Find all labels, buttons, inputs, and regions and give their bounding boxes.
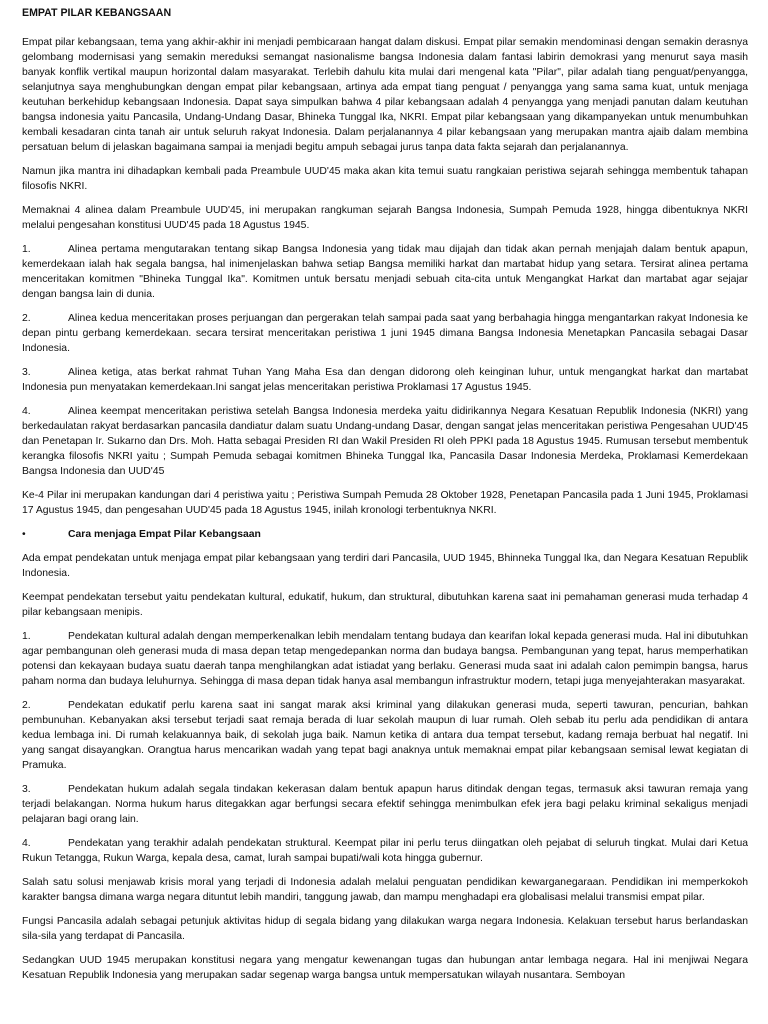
alinea-text: Alinea ketiga, atas berkat rahmat Tuhan Yang Maha Esa dan dengan didorong oleh keinginan luhur, untuk mengangkat harkat dan martabat Indonesia pun menyatakan kemerdekaan.Ini sangat jelas menceritakan peristiwa Proklamasi 17 Agustus 1945. [22, 367, 748, 393]
bullet-icon: • [22, 529, 26, 540]
pendekatan-item-2 [22, 698, 748, 773]
pendekatan-number: 3. [22, 784, 31, 795]
intro-paragraph-1: Empat pilar kebangsaan, tema yang akhir-akhir ini menjadi pembicaraan hangat dalam diskusi. Empat pilar semakin mendominasi dengan semakin derasnya gelombang modernisasi yang semakin mereduksi semangat nasionalisme bangsa Indonesia dalam fantasi labirin demokrasi yang menurut saya masih banyak konflik vertikal maupun horizontal dalam masyarakat. Terlebih dahulu kita mulai dari mengenal kata "Pilar", pilar adalah tiang penguat/penyangga, selanjutnya saya menghubungkan dengan empat pilar kebangsaan, artinya ada empat tiang penguat / penyangga yang sama sama kuat, untuk menjaga keutuhan berkehidup kebangsaan Indonesia. Dapat saya simpulkan bahwa 4 pilar kebangsaan adalah 4 penyangga yang menjadi panutan dalam keutuhan bangsa indonesia yaitu Pancasila, Undang-Undang Dasar, Bhineka Tunggal Ika, NKRI. Empat pilar kebangsaan yang dikampanyekan untuk menumbuhkan kembali kesadaran cinta tanah air untuk seluruh rakyat Indonesia. Dalam perjalanannya 4 pilar kebangsaan yang merupakan mantra ajaib dalam membina persatuan belum di jelaskan bagaimana sampai ia menjadi begitu ampuh sebagai jurus tanpa data fakta sejarah dan perjalanannya. [22, 37, 748, 153]
alinea-item-1 [22, 242, 748, 302]
intro-paragraph-2: Namun jika mantra ini dihadapkan kembali pada Preambule UUD'45 maka akan kita temui suatu rangkaian peristiwa sejarah sehingga membentuk tahapan filosofis NKRI. [22, 166, 748, 192]
closing-paragraph-2: Fungsi Pancasila adalah sebagai petunjuk aktivitas hidup di segala bidang yang dilakukan warga negara Indonesia. Kelakuan tersebut harus berlandaskan sila-sila yang terdapat di Pancasila. [22, 916, 748, 942]
alinea-item-2 [22, 311, 748, 356]
document-page [22, 6, 748, 992]
alinea-number: 2. [22, 313, 31, 324]
document-title: EMPAT PILAR KEBANGSAAN [22, 7, 172, 19]
alinea-text: Alinea pertama mengutarakan tentang sikap Bangsa Indonesia yang tidak mau dijajah dan tidak akan pernah menjajah dalam bentuk apapun, kemerdekaan ialah hak segala bangsa, hal inimenjelaskan bahwa setiap Bangsa memiliki harkat dan martabat hidup yang setara. Tersirat alinea pertama menceritakan komitmen "Bhineka Tunggal Ika". Komitmen untuk bersatu menjadi sebuah cita-cita untuk Mengangkat Harkat dan martabat agar sejajar dengan bangsa lain di dunia. [22, 244, 748, 300]
pendekatan-item-4 [22, 836, 748, 866]
pilar-summary-paragraph: Ke-4 Pilar ini merupakan kandungan dari 4 peristiwa yaitu ; Peristiwa Sumpah Pemuda 28 Oktober 1928, Penetapan Pancasila pada 1 Juni 1945, Proklamasi 17 Agustus 1945, dan pengesahan UUD'45 pada 18 Agustus 1945, inilah kronologi terbentuknya NKRI. [22, 490, 748, 516]
alinea-text: Alinea keempat menceritakan peristiwa setelah Bangsa Indonesia merdeka yaitu didirikannya Negara Kesatuan Republik Indonesia (NKRI) yang berkedaulatan rakyat berdasarkan pancasila dandiatur dalam suatu Undang-undang Dasar, dengan sangat jelas menceritakan peristiwa Pengesahan UUD'45 dan Penetapan Ir. Sukarno dan Drs. Moh. Hatta sebagai Presiden RI dan Wakil Presiden RI oleh PPKI pada 18 Agustus 1945. Rumusan tersebut membentuk kerangka filosofis NKRI yaitu ; Sumpah Pemuda sebagai komitmen Bhineka Tunggal Ika, Pancasila Dasar Indonesia Merdeka, Proklamasi Kemerdekaan Bangsa Indonesia dan UUD'45 [22, 406, 748, 477]
pendekatan-item-3 [22, 782, 748, 827]
closing-paragraph-3: Sedangkan UUD 1945 merupakan konstitusi negara yang mengatur kewenangan tugas dan hubungan antar lembaga negara. Hal ini menjiwai Negara Kesatuan Republik Indonesia yang merupakan sadar segenap warga bangsa untuk mempersatukan wilayah nusantara. Semboyan [22, 955, 748, 981]
alinea-text: Alinea kedua menceritakan proses perjuangan dan pergerakan telah sampai pada saat yang berbahagia hingga mengantarkan rakyat Indonesia ke depan pintu gerbang kemerdekaan. secara tersirat menceritakan peristiwa 1 juni 1945 dimana Bangsa Indonesia Menetapkan Pancasila sebagai Dasar Indonesia. [22, 313, 748, 354]
pendekatan-text: Pendekatan hukum adalah segala tindakan kekerasan dalam bentuk apapun harus ditindak dengan tegas, termasuk aksi tawuran remaja yang terjadi belakangan. Norma hukum harus ditegakkan agar berfungsi secara efektif sehingga menimbulkan efek jera bagi pelaku kriminal sekaligus menjadi pelajaran bagi orang lain. [22, 784, 748, 825]
alinea-number: 4. [22, 406, 31, 417]
pendekatan-number: 2. [22, 700, 31, 711]
section-heading-line [22, 527, 748, 542]
section-heading: Cara menjaga Empat Pilar Kebangsaan [68, 529, 261, 540]
closing-paragraph-1: Salah satu solusi menjawab krisis moral yang terjadi di Indonesia adalah melalui penguatan pendidikan kewarganegaraan. Pendidikan ini memperkokoh karakter bangsa dimana warga negara dituntut lebih mandiri, tanggung jawab, dan mampu menghadapi era globalisasi melalui transmisi empat pilar. [22, 877, 748, 903]
section-intro-paragraph-2: Keempat pendekatan tersebut yaitu pendekatan kultural, edukatif, hukum, dan struktural, dibutuhkan karena saat ini pemahaman generasi muda terhadap 4 pilar kebangsaan menipis. [22, 592, 748, 618]
pendekatan-text: Pendekatan edukatif perlu karena saat ini sangat marak aksi kriminal yang dilakukan generasi muda, seperti tawuran, pencurian, bahkan pembunuhan. Kebanyakan aksi tersebut terjadi saat remaja berada di luar sekolah maupun di luar rumah. Oleh sebab itu perlu ada pendidikan di antara kedua lembaga ini. Di rumah kelakuannya baik, di sekolah juga baik. Namun ketika di antara dua tempat tersebut, kadang remaja berbuat hal negatif. Ini yang sangat disayangkan. Orangtua harus mencarikan wadah yang tepat bagi anaknya untuk memaknai empat pilar kebangsaan semisal lewat kegiatan di Pramuka. [22, 700, 748, 771]
section-intro-paragraph-1: Ada empat pendekatan untuk menjaga empat pilar kebangsaan yang terdiri dari Pancasila, UUD 1945, Bhinneka Tunggal Ika, dan Negara Kesatuan Republik Indonesia. [22, 553, 748, 579]
pendekatan-text: Pendekatan yang terakhir adalah pendekatan struktural. Keempat pilar ini perlu terus diingatkan oleh pejabat di seluruh tingkat. Mulai dari Ketua Rukun Tetangga, Rukun Warga, kepala desa, camat, lurah sampai bupati/wali kota hingga gubernur. [22, 838, 748, 864]
pendekatan-number: 1. [22, 631, 31, 642]
pendekatan-text: Pendekatan kultural adalah dengan memperkenalkan lebih mendalam tentang budaya dan kearifan lokal kepada generasi muda. Hal ini dibutuhkan agar pembangunan oleh generasi muda di masa depan tetap mengedepankan norma dan budaya bangsa. Pembangunan yang tepat, harus memperhatikan potensi dan kekayaan budaya suatu daerah tanpa menghilangkan adat istiadat yang berlaku. Generasi muda saat ini adalah calon pemimpin bangsa, harus paham norma dan budaya leluhurnya. Sehingga di masa depan tidak hanya asal membangun infrastruktur modern, tetapi juga menyejahterakan masyarakat. [22, 631, 748, 687]
pendekatan-item-1 [22, 629, 748, 689]
intro-paragraph-3: Memaknai 4 alinea dalam Preambule UUD'45, ini merupakan rangkuman sejarah Bangsa Indonesia, Sumpah Pemuda 1928, hingga dibentuknya NKRI melalui pengesahan konstitusi UUD'45 pada 18 Agustus 1945. [22, 205, 748, 231]
alinea-number: 3. [22, 367, 31, 378]
pendekatan-number: 4. [22, 838, 31, 849]
alinea-number: 1. [22, 244, 31, 255]
alinea-item-3 [22, 365, 748, 395]
alinea-item-4 [22, 404, 748, 479]
